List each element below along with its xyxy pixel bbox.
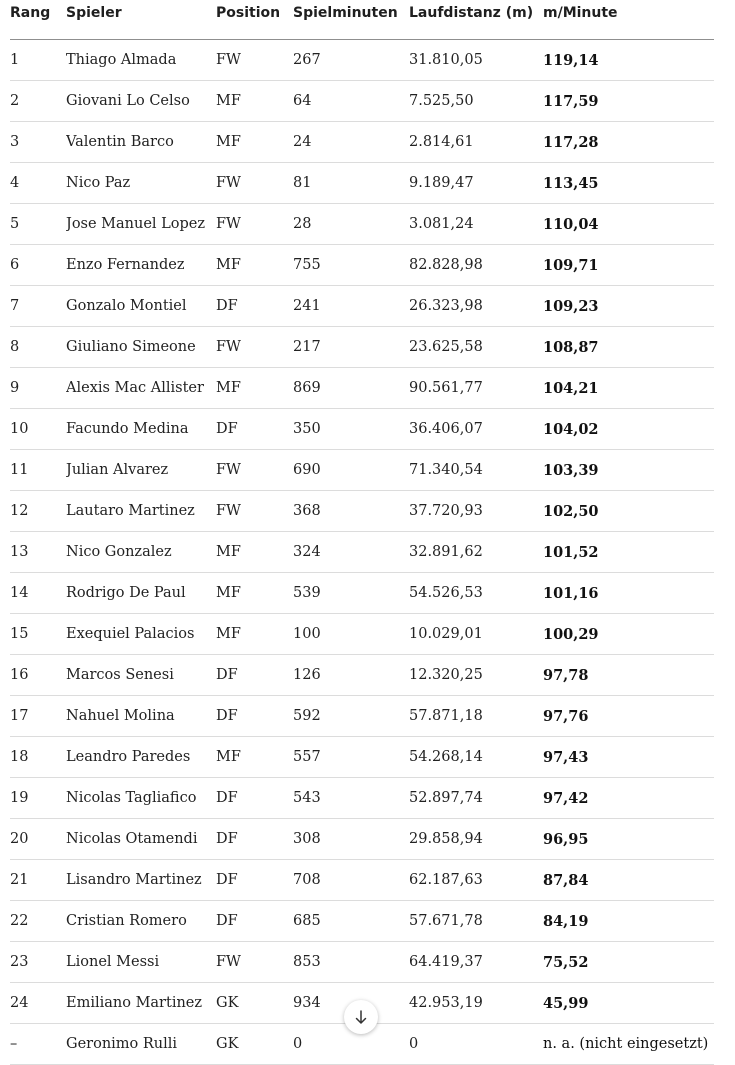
rang-cell: 20 [10, 819, 66, 860]
meters-per-minute-cell: 97,42 [543, 778, 714, 819]
rang-cell: 1 [10, 40, 66, 81]
distance-cell: 37.720,93 [409, 491, 543, 532]
meters-per-minute-cell: 101,52 [543, 532, 714, 573]
player-name-cell: Lautaro Martinez [66, 491, 216, 532]
minutes-cell: 126 [293, 655, 409, 696]
table-row [10, 655, 714, 696]
position-cell: DF [216, 655, 293, 696]
minutes-cell: 324 [293, 532, 409, 573]
player-name-cell: Nahuel Molina [66, 696, 216, 737]
distance-cell: 62.187,63 [409, 860, 543, 901]
arrow-down-icon [353, 1009, 369, 1025]
distance-cell: 12.320,25 [409, 655, 543, 696]
table-row [10, 245, 714, 286]
distance-cell: 54.268,14 [409, 737, 543, 778]
distance-cell: 82.828,98 [409, 245, 543, 286]
minutes-cell: 350 [293, 409, 409, 450]
player-name-cell: Jose Manuel Lopez [66, 204, 216, 245]
minutes-cell: 869 [293, 368, 409, 409]
distance-cell: 42.953,19 [409, 983, 543, 1024]
rang-cell: 12 [10, 491, 66, 532]
distance-cell: 52.897,74 [409, 778, 543, 819]
player-name-cell: Marcos Senesi [66, 655, 216, 696]
position-cell: GK [216, 1024, 293, 1065]
distance-cell: 90.561,77 [409, 368, 543, 409]
rang-cell: 16 [10, 655, 66, 696]
table-row [10, 286, 714, 327]
table-row [10, 819, 714, 860]
table-row [10, 737, 714, 778]
rang-cell: 21 [10, 860, 66, 901]
player-name-cell: Giuliano Simeone [66, 327, 216, 368]
meters-per-minute-cell: 117,28 [543, 122, 714, 163]
header-spielminuten[interactable]: Spielminuten [293, 0, 409, 40]
minutes-cell: 100 [293, 614, 409, 655]
rang-cell: 11 [10, 450, 66, 491]
rang-cell: 14 [10, 573, 66, 614]
distance-cell: 29.858,94 [409, 819, 543, 860]
player-name-cell: Leandro Paredes [66, 737, 216, 778]
position-cell: DF [216, 778, 293, 819]
meters-per-minute-cell: 109,71 [543, 245, 714, 286]
distance-cell: 7.525,50 [409, 81, 543, 122]
player-name-cell: Julian Alvarez [66, 450, 216, 491]
table-row [10, 409, 714, 450]
player-name-cell: Giovani Lo Celso [66, 81, 216, 122]
player-name-cell: Exequiel Palacios [66, 614, 216, 655]
distance-cell: 10.029,01 [409, 614, 543, 655]
player-name-cell: Nico Gonzalez [66, 532, 216, 573]
rang-cell: 22 [10, 901, 66, 942]
position-cell: MF [216, 122, 293, 163]
distance-cell: 57.871,18 [409, 696, 543, 737]
position-cell: MF [216, 245, 293, 286]
table-row [10, 122, 714, 163]
distance-cell: 54.526,53 [409, 573, 543, 614]
player-name-cell: Nicolas Tagliafico [66, 778, 216, 819]
position-cell: DF [216, 860, 293, 901]
table-row [10, 860, 714, 901]
meters-per-minute-cell: 108,87 [543, 327, 714, 368]
rang-cell: 5 [10, 204, 66, 245]
table-row [10, 327, 714, 368]
rang-cell: 23 [10, 942, 66, 983]
position-cell: FW [216, 942, 293, 983]
meters-per-minute-cell: 117,59 [543, 81, 714, 122]
position-cell: DF [216, 901, 293, 942]
minutes-cell: 64 [293, 81, 409, 122]
player-name-cell: Enzo Fernandez [66, 245, 216, 286]
distance-cell: 57.671,78 [409, 901, 543, 942]
header-spieler[interactable]: Spieler [66, 0, 216, 40]
minutes-cell: 81 [293, 163, 409, 204]
table-row [10, 614, 714, 655]
rang-cell: 15 [10, 614, 66, 655]
position-cell: MF [216, 81, 293, 122]
meters-per-minute-cell: 45,99 [543, 983, 714, 1024]
table-row [10, 81, 714, 122]
header-rang[interactable]: Rang [10, 0, 66, 40]
meters-per-minute-cell: 100,29 [543, 614, 714, 655]
minutes-cell: 708 [293, 860, 409, 901]
table-row [10, 901, 714, 942]
minutes-cell: 934 [293, 983, 409, 1024]
rang-cell: 10 [10, 409, 66, 450]
player-name-cell: Gonzalo Montiel [66, 286, 216, 327]
rang-cell: 7 [10, 286, 66, 327]
position-cell: MF [216, 368, 293, 409]
distance-cell: 36.406,07 [409, 409, 543, 450]
header-laufdistanz[interactable]: Laufdistanz (m) [409, 0, 543, 40]
minutes-cell: 543 [293, 778, 409, 819]
distance-cell: 3.081,24 [409, 204, 543, 245]
position-cell: GK [216, 983, 293, 1024]
scroll-down-button[interactable] [344, 1000, 378, 1034]
distance-cell: 23.625,58 [409, 327, 543, 368]
position-cell: FW [216, 327, 293, 368]
player-name-cell: Nico Paz [66, 163, 216, 204]
minutes-cell: 24 [293, 122, 409, 163]
meters-per-minute-cell: 119,14 [543, 40, 714, 81]
meters-per-minute-cell: 97,78 [543, 655, 714, 696]
distance-cell: 32.891,62 [409, 532, 543, 573]
player-name-cell: Valentin Barco [66, 122, 216, 163]
minutes-cell: 368 [293, 491, 409, 532]
position-cell: DF [216, 286, 293, 327]
rang-cell: 3 [10, 122, 66, 163]
minutes-cell: 853 [293, 942, 409, 983]
player-name-cell: Lionel Messi [66, 942, 216, 983]
header-position[interactable]: Position [216, 0, 293, 40]
position-cell: DF [216, 819, 293, 860]
table-row [10, 573, 714, 614]
distance-cell: 31.810,05 [409, 40, 543, 81]
distance-cell: 2.814,61 [409, 122, 543, 163]
rang-cell: 8 [10, 327, 66, 368]
meters-per-minute-cell: 104,21 [543, 368, 714, 409]
position-cell: MF [216, 573, 293, 614]
position-cell: FW [216, 204, 293, 245]
rang-cell: 13 [10, 532, 66, 573]
meters-per-minute-cell: 75,52 [543, 942, 714, 983]
meters-per-minute-cell: 101,16 [543, 573, 714, 614]
minutes-cell: 267 [293, 40, 409, 81]
distance-cell: 9.189,47 [409, 163, 543, 204]
position-cell: FW [216, 450, 293, 491]
rang-cell: 19 [10, 778, 66, 819]
rang-cell: 24 [10, 983, 66, 1024]
rang-cell: 9 [10, 368, 66, 409]
distance-cell: 64.419,37 [409, 942, 543, 983]
player-name-cell: Lisandro Martinez [66, 860, 216, 901]
distance-cell: 71.340,54 [409, 450, 543, 491]
player-name-cell: Geronimo Rulli [66, 1024, 216, 1065]
table-row [10, 532, 714, 573]
minutes-cell: 217 [293, 327, 409, 368]
meters-per-minute-cell: 84,19 [543, 901, 714, 942]
table-body [10, 40, 714, 1065]
player-name-cell: Nicolas Otamendi [66, 819, 216, 860]
meters-per-minute-cell: 96,95 [543, 819, 714, 860]
table-row [10, 491, 714, 532]
minutes-cell: 241 [293, 286, 409, 327]
meters-per-minute-cell: 97,43 [543, 737, 714, 778]
meters-per-minute-cell: 109,23 [543, 286, 714, 327]
meters-per-minute-cell: 113,45 [543, 163, 714, 204]
table-header [10, 0, 714, 40]
player-name-cell: Alexis Mac Allister [66, 368, 216, 409]
meters-per-minute-cell: 110,04 [543, 204, 714, 245]
position-cell: MF [216, 737, 293, 778]
header-m-per-minute[interactable]: m/Minute [543, 0, 714, 40]
position-cell: MF [216, 532, 293, 573]
minutes-cell: 308 [293, 819, 409, 860]
table-row [10, 450, 714, 491]
player-name-cell: Facundo Medina [66, 409, 216, 450]
position-cell: FW [216, 40, 293, 81]
minutes-cell: 685 [293, 901, 409, 942]
player-name-cell: Rodrigo De Paul [66, 573, 216, 614]
distance-cell: 26.323,98 [409, 286, 543, 327]
position-cell: MF [216, 614, 293, 655]
position-cell: FW [216, 491, 293, 532]
player-name-cell: Thiago Almada [66, 40, 216, 81]
minutes-cell: 755 [293, 245, 409, 286]
ranking-table-container [10, 0, 714, 1065]
position-cell: DF [216, 409, 293, 450]
table-row [10, 778, 714, 819]
table-row [10, 696, 714, 737]
distance-cell: 0 [409, 1024, 543, 1065]
table-row [10, 368, 714, 409]
rang-cell: 17 [10, 696, 66, 737]
rang-cell: 4 [10, 163, 66, 204]
meters-per-minute-cell: n. a. (nicht eingesetzt) [543, 1024, 714, 1065]
table-row [10, 942, 714, 983]
header-row [10, 0, 714, 40]
rang-cell: 18 [10, 737, 66, 778]
meters-per-minute-cell: 87,84 [543, 860, 714, 901]
table-row [10, 204, 714, 245]
rang-cell: 2 [10, 81, 66, 122]
table-row [10, 40, 714, 81]
minutes-cell: 592 [293, 696, 409, 737]
meters-per-minute-cell: 104,02 [543, 409, 714, 450]
position-cell: DF [216, 696, 293, 737]
meters-per-minute-cell: 97,76 [543, 696, 714, 737]
rang-cell: 6 [10, 245, 66, 286]
minutes-cell: 0 [293, 1024, 409, 1065]
minutes-cell: 557 [293, 737, 409, 778]
player-name-cell: Cristian Romero [66, 901, 216, 942]
minutes-cell: 539 [293, 573, 409, 614]
minutes-cell: 690 [293, 450, 409, 491]
minutes-cell: 28 [293, 204, 409, 245]
running-distance-table [10, 0, 714, 1065]
rang-cell: – [10, 1024, 66, 1065]
meters-per-minute-cell: 103,39 [543, 450, 714, 491]
player-name-cell: Emiliano Martinez [66, 983, 216, 1024]
position-cell: FW [216, 163, 293, 204]
table-row [10, 163, 714, 204]
meters-per-minute-cell: 102,50 [543, 491, 714, 532]
